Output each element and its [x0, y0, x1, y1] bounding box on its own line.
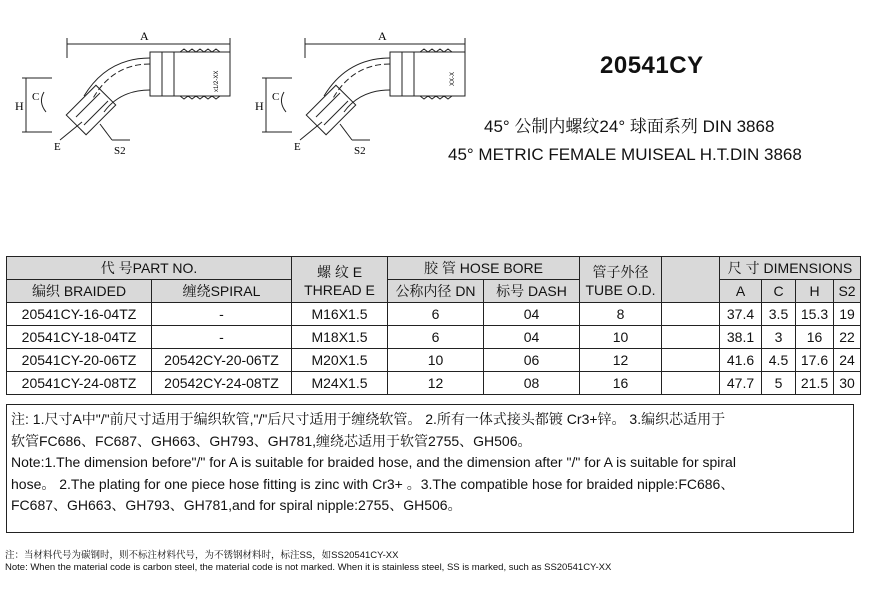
fitting-drawing-spiral	[250, 22, 475, 162]
cell-a: 37.4	[720, 303, 762, 326]
header-a: A	[720, 280, 762, 303]
cell-thread: M20X1.5	[292, 349, 388, 372]
table-row	[7, 372, 861, 395]
cell-c: 3.5	[762, 303, 796, 326]
cell-h: 17.6	[796, 349, 834, 372]
dim-h-label: H	[255, 99, 264, 113]
cell-thread: M24X1.5	[292, 372, 388, 395]
dim-h-label: H	[15, 99, 24, 113]
cell-blank	[662, 372, 720, 395]
cell-s2: 19	[834, 303, 861, 326]
header-thread	[292, 257, 388, 303]
header-blank	[662, 257, 720, 303]
dim-s2-label: S2	[114, 145, 126, 157]
dim-a-label: A	[140, 29, 149, 43]
marking-label: x1/2-XX	[214, 70, 220, 92]
table-subheader-row	[7, 280, 861, 303]
header-dn: 公称内径 DN	[388, 280, 484, 303]
cell-s2: 24	[834, 349, 861, 372]
cell-tube: 10	[580, 326, 662, 349]
cell-blank	[662, 303, 720, 326]
cell-blank	[662, 349, 720, 372]
header-tube-od	[580, 257, 662, 303]
cell-tube: 8	[580, 303, 662, 326]
note-en-line: FC687、GH663、GH793、GH781,and for spiral nipple:2755、GH506。	[11, 497, 462, 513]
dim-a-label: A	[378, 29, 387, 43]
cell-dn: 12	[388, 372, 484, 395]
cell-s2: 22	[834, 326, 861, 349]
cell-h: 16	[796, 326, 834, 349]
cell-a: 41.6	[720, 349, 762, 372]
header-braided: 编织 BRAIDED	[7, 280, 152, 303]
footer-note-en: Note: When the material code is carbon steel, the material code is not marked. When it is stainless steel, SS is marked, such as SS20541CY-XX	[5, 562, 612, 573]
cell-spiral: -	[152, 303, 292, 326]
cell-h: 21.5	[796, 372, 834, 395]
cell-dn: 6	[388, 303, 484, 326]
dim-c-label: C	[32, 91, 40, 103]
cell-tube: 16	[580, 372, 662, 395]
dim-e-label: E	[54, 141, 61, 153]
spec-table	[6, 256, 861, 395]
cell-braided: 20541CY-16-04TZ	[7, 303, 152, 326]
note-en-line: Note:1.The dimension before"/" for A is suitable for braided hose, and the dimension after "/" for A is suitable for spiral	[11, 454, 736, 470]
cell-spiral: 20542CY-20-06TZ	[152, 349, 292, 372]
cell-braided: 20541CY-24-08TZ	[7, 372, 152, 395]
table-header-row	[7, 257, 861, 280]
header-c: C	[762, 280, 796, 303]
fitting-drawing-braided	[12, 22, 237, 162]
footer-note-cn: 注：当材料代号为碳钢时，则不标注材料代号，为不锈钢材料时，标注SS，如SS20541CY-XX	[5, 550, 399, 561]
dim-s2-label: S2	[354, 145, 366, 157]
header-spiral: 缠绕SPIRAL	[152, 280, 292, 303]
header-dimensions: 尺 寸 DIMENSIONS	[720, 257, 861, 280]
cell-a: 47.7	[720, 372, 762, 395]
cell-dash: 04	[484, 303, 580, 326]
cell-dash: 08	[484, 372, 580, 395]
header-hose-bore: 胶 管 HOSE BORE	[388, 257, 580, 280]
table-row	[7, 349, 861, 372]
cell-c: 4.5	[762, 349, 796, 372]
cell-s2: 30	[834, 372, 861, 395]
cell-a: 38.1	[720, 326, 762, 349]
header-h: H	[796, 280, 834, 303]
header-thread-cn: 螺 纹 E	[316, 263, 363, 280]
cell-spiral: 20542CY-24-08TZ	[152, 372, 292, 395]
note-cn-line: 软管FC686、FC687、GH663、GH793、GH781,缠绕芯适用于软管2755、GH506。	[11, 432, 532, 449]
cell-h: 15.3	[796, 303, 834, 326]
cell-dash: 04	[484, 326, 580, 349]
cell-c: 3	[762, 326, 796, 349]
header-thread-en: THREAD E	[304, 281, 375, 298]
cell-spiral: -	[152, 326, 292, 349]
header-tube-od-en: TUBE O.D.	[585, 281, 656, 298]
cell-dn: 6	[388, 326, 484, 349]
header-tube-od-cn: 管子外径	[592, 263, 649, 280]
cell-c: 5	[762, 372, 796, 395]
cell-braided: 20541CY-18-04TZ	[7, 326, 152, 349]
cell-dn: 10	[388, 349, 484, 372]
header-dash: 标号 DASH	[484, 280, 580, 303]
dim-c-label: C	[272, 91, 280, 103]
note-en-line: hose。 2.The plating for one piece hose fitting is zinc with Cr3+ 。3.The compatible hose for braided nipple:FC686、	[11, 475, 735, 492]
header-s2: S2	[834, 280, 861, 303]
table-row	[7, 303, 861, 326]
cell-thread: M18X1.5	[292, 326, 388, 349]
subtitle-chinese: 45° 公制内螺纹24° 球面系列 DIN 3868	[484, 117, 775, 136]
cell-braided: 20541CY-20-06TZ	[7, 349, 152, 372]
cell-tube: 12	[580, 349, 662, 372]
table-row	[7, 326, 861, 349]
cell-thread: M16X1.5	[292, 303, 388, 326]
header-part-no: 代 号PART NO.	[7, 257, 292, 280]
marking-label: XX-X	[450, 71, 456, 86]
cell-blank	[662, 326, 720, 349]
note-cn-line: 注: 1.尺寸A中"/"前尺寸适用于编织软管,"/"后尺寸适用于缠绕软管。 2.所有一体式接头都镀 Cr3+锌。 3.编织芯适用于	[11, 411, 726, 427]
dim-e-label: E	[294, 141, 301, 153]
cell-dash: 06	[484, 349, 580, 372]
subtitle-english: 45° METRIC FEMALE MUISEAL H.T.DIN 3868	[448, 145, 802, 164]
notes-box	[6, 404, 854, 533]
product-code: 20541CY	[600, 52, 704, 79]
